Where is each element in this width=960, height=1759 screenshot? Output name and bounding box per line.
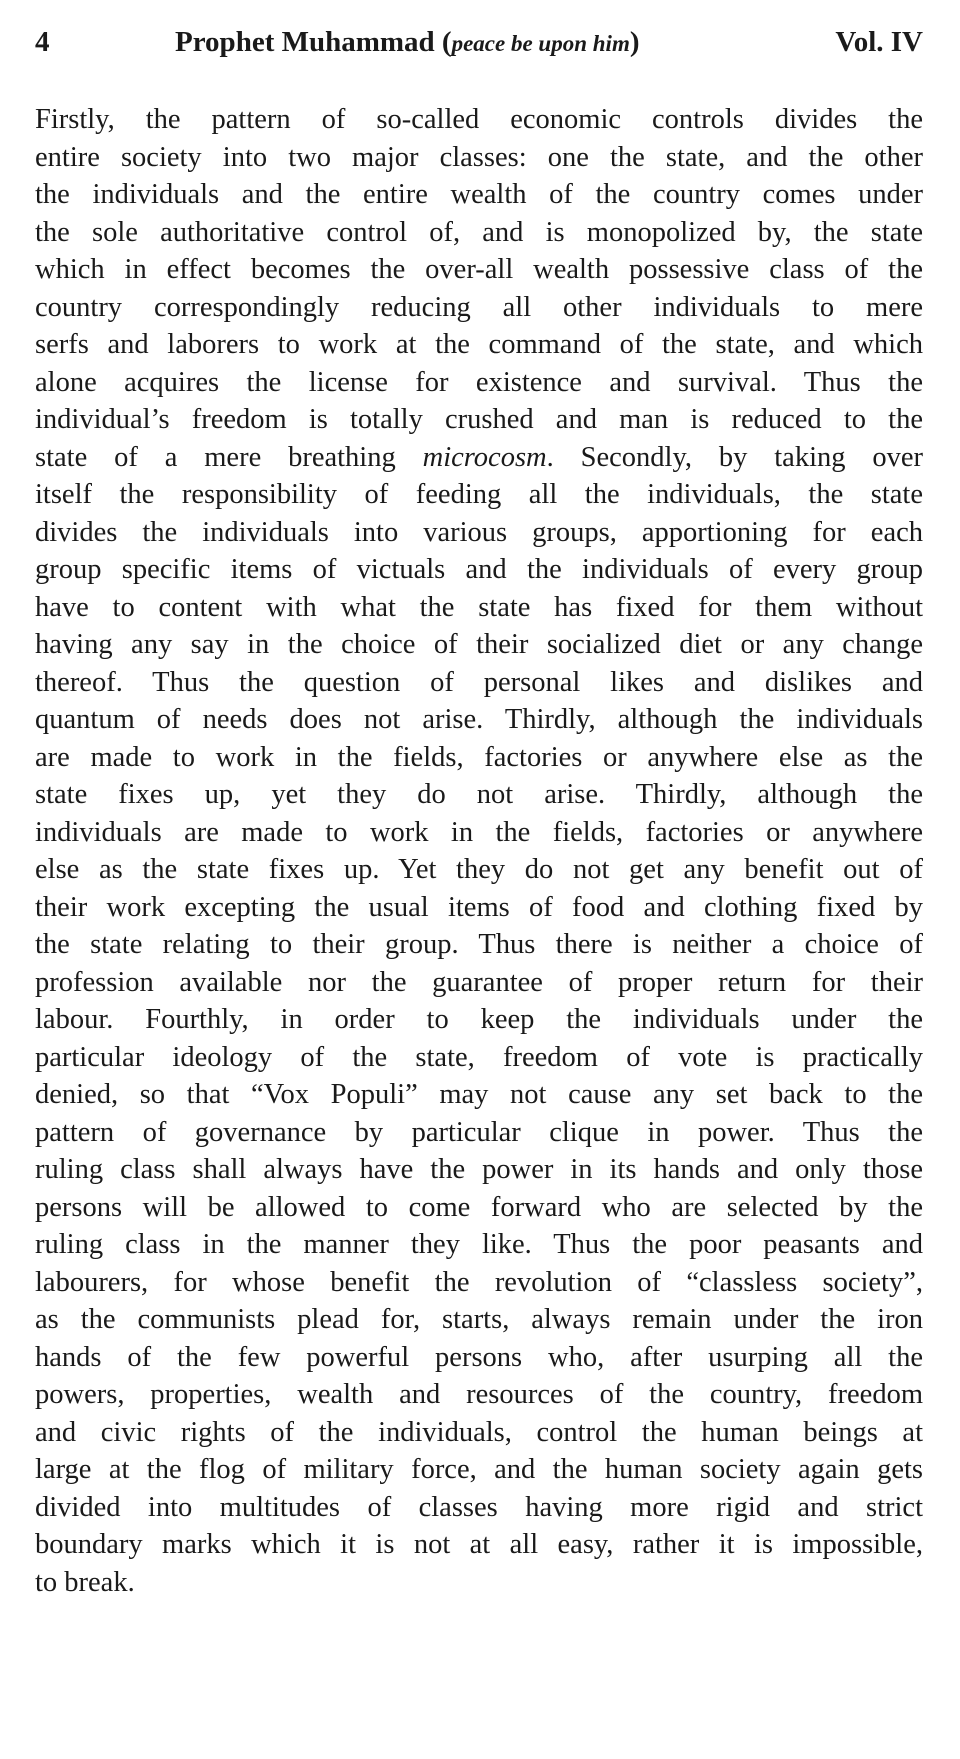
text-line (35, 1301, 923, 1339)
text-segment: state fixes up, yet they do not arise. Thirdly, although the (35, 779, 923, 810)
text-line (35, 926, 923, 964)
text-line (35, 1039, 923, 1077)
text-line (35, 814, 923, 852)
text-line (35, 289, 923, 327)
text-line (35, 364, 923, 402)
text-segment: ruling class shall always have the power in its hands and only those (35, 1154, 923, 1185)
text-line (35, 1226, 923, 1264)
text-line (35, 326, 923, 364)
text-line (35, 439, 923, 477)
text-segment: profession available nor the guarantee of proper return for their (35, 966, 923, 998)
text-segment: have to content with what the state has fixed for them without (35, 591, 923, 623)
text-line (35, 1076, 923, 1114)
text-line (35, 1526, 923, 1564)
text-line (35, 739, 923, 777)
text-segment: particular ideology of the state, freedom of vote is practically (35, 1041, 923, 1073)
text-line (35, 476, 923, 514)
text-line (35, 514, 923, 552)
text-line (35, 626, 923, 664)
text-line (35, 1564, 923, 1602)
text-line (35, 851, 923, 889)
text-segment: quantum of needs does not arise. Thirdly, although the individuals (35, 704, 923, 735)
body-paragraph (35, 101, 923, 1601)
text-line (35, 1189, 923, 1227)
text-line (35, 1339, 923, 1377)
text-segment: the sole authoritative control of, and is monopolized by, the state (35, 216, 923, 248)
text-segment: and civic rights of the individuals, control the human beings at (35, 1416, 923, 1448)
text-segment: labourers, for whose benefit the revolution of “classless society”, (35, 1266, 923, 1298)
text-segment: as the communists plead for, starts, always remain under the iron (35, 1304, 923, 1335)
text-line (35, 176, 923, 214)
text-segment: denied, so that “Vox Populi” may not cause any set back to the (35, 1079, 923, 1110)
text-segment: persons will be allowed to come forward who are selected by the (35, 1191, 923, 1223)
text-segment: . Secondly, by taking over (546, 441, 924, 473)
text-line (35, 551, 923, 589)
paren-open: ( (441, 26, 452, 58)
text-line (35, 1414, 923, 1452)
text-segment: alone acquires the license for existence and survival. Thus the (35, 366, 923, 398)
text-line (35, 589, 923, 627)
italic-term: microcosm (422, 441, 547, 473)
text-segment: powers, properties, wealth and resources of the country, freedom (35, 1379, 923, 1410)
text-line (35, 889, 923, 927)
text-line (35, 1151, 923, 1189)
book-title-main: Prophet Muhammad (175, 26, 442, 58)
text-segment: divides the individuals into various groups, apportioning for each (35, 516, 923, 548)
text-segment: group specific items of victuals and the individuals of every group (35, 554, 923, 585)
text-line (35, 101, 923, 139)
text-line (35, 964, 923, 1002)
text-line (35, 1264, 923, 1302)
text-segment: pattern of governance by particular clique in power. Thus the (35, 1116, 923, 1148)
text-segment: else as the state fixes up. Yet they do not get any benefit out of (35, 854, 923, 885)
text-segment: having any say in the choice of their socialized diet or any change (35, 629, 923, 660)
text-line (35, 251, 923, 289)
volume-label: Vol. IV (835, 26, 923, 58)
text-segment: the state relating to their group. Thus there is neither a choice of (35, 929, 923, 960)
text-segment: country correspondingly reducing all other individuals to mere (35, 291, 923, 323)
text-segment: their work excepting the usual items of food and clothing fixed by (35, 891, 923, 923)
book-title-honorific: peace be upon him (451, 31, 630, 56)
text-line (35, 1114, 923, 1152)
text-segment: are made to work in the fields, factories or anywhere else as the (35, 741, 923, 773)
text-segment: individuals are made to work in the fields, factories or anywhere (35, 816, 923, 848)
text-segment: individual’s freedom is totally crushed and man is reduced to the (35, 404, 923, 435)
text-segment: hands of the few powerful persons who, after usurping all the (35, 1341, 923, 1373)
text-segment: Firstly, the pattern of so-called economic controls divides the (35, 104, 923, 135)
page-number: 4 (35, 26, 50, 58)
text-line (35, 1376, 923, 1414)
text-segment: thereof. Thus the question of personal likes and dislikes and (35, 666, 923, 698)
text-segment: state of a mere breathing (35, 441, 423, 473)
text-line (35, 776, 923, 814)
text-segment: itself the responsibility of feeding all the individuals, the state (35, 479, 923, 510)
book-title (175, 26, 640, 59)
paren-close: ) (629, 26, 640, 58)
text-line (35, 139, 923, 177)
text-segment: to break. (35, 1566, 135, 1598)
text-segment: ruling class in the manner they like. Thus the poor peasants and (35, 1229, 923, 1260)
text-segment: labour. Fourthly, in order to keep the individuals under the (35, 1004, 923, 1035)
text-line (35, 1489, 923, 1527)
text-line (35, 664, 923, 702)
text-segment: boundary marks which it is not at all easy, rather it is impossible, (35, 1529, 923, 1560)
text-line (35, 701, 923, 739)
text-segment: entire society into two major classes: one the state, and the other (35, 141, 923, 173)
text-line (35, 1001, 923, 1039)
text-line (35, 401, 923, 439)
text-segment: which in effect becomes the over-all wealth possessive class of the (35, 254, 923, 285)
text-segment: the individuals and the entire wealth of the country comes under (35, 179, 923, 210)
running-header (35, 26, 923, 66)
text-line (35, 1451, 923, 1489)
text-segment: large at the flog of military force, and the human society again gets (35, 1454, 923, 1485)
text-segment: divided into multitudes of classes having more rigid and strict (35, 1491, 923, 1523)
text-line (35, 214, 923, 252)
text-segment: serfs and laborers to work at the command of the state, and which (35, 329, 923, 360)
